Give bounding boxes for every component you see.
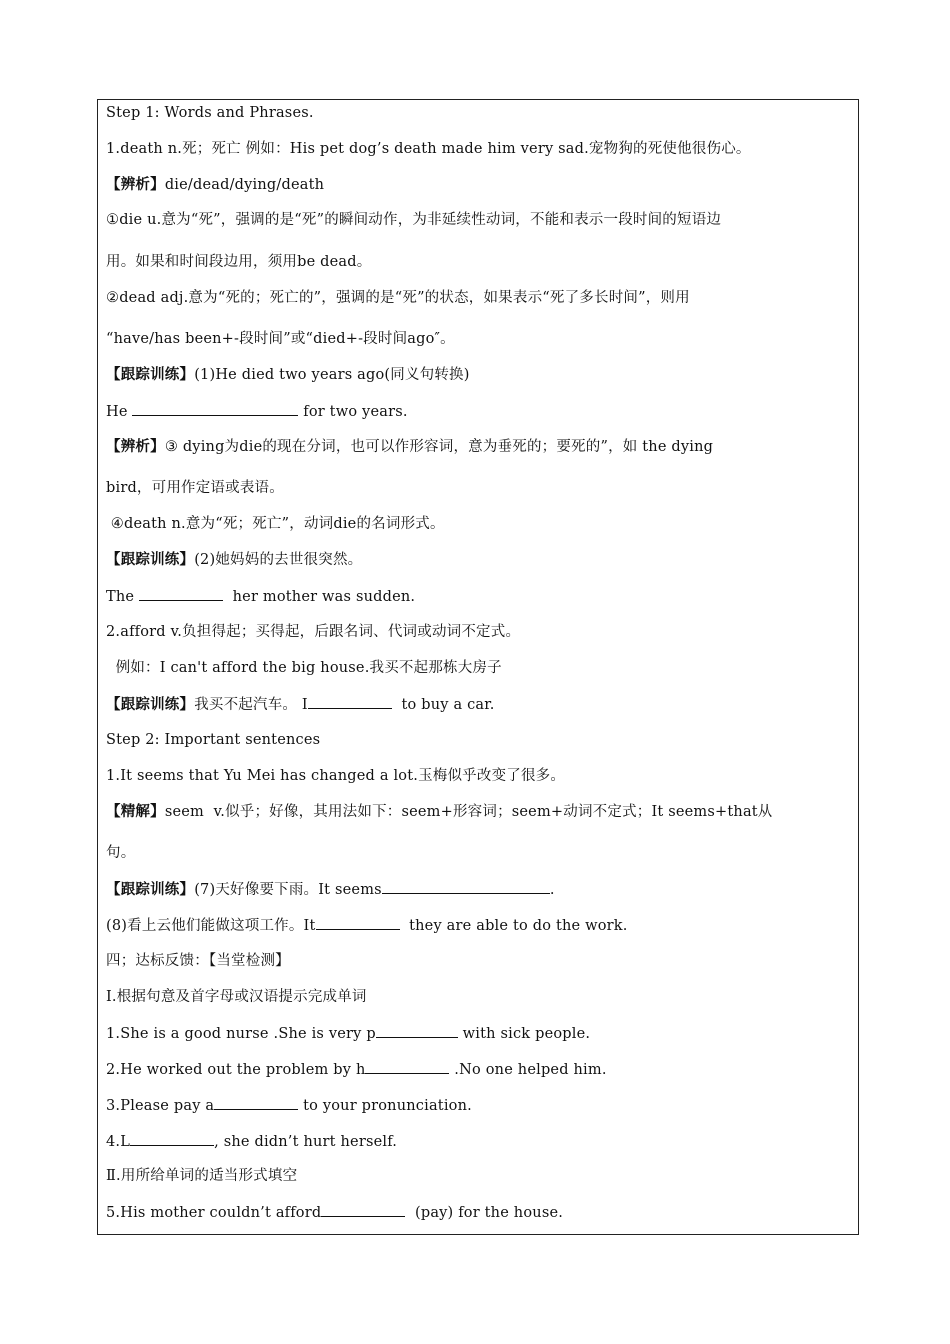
practice-tag: 【跟踪训练】 (106, 366, 195, 383)
practice-8 (106, 915, 628, 936)
section-ii-heading: Ⅱ.用所给单词的适当形式填空 (106, 1168, 298, 1184)
explanation-text: seem v.似乎；好像，其用法如下：seem+形容词；seem+动词不定式；It seems+that从 (164, 804, 773, 820)
answer-blank[interactable] (132, 401, 298, 416)
explanation-seem-cont: 句。 (106, 845, 136, 861)
sentence-seems: 1.It seems that Yu Mei has changed a lot.玉梅似乎改变了很多。 (106, 768, 566, 784)
die-explanation-cont: 用。如果和时间段边用，须用be dead。 (106, 254, 372, 270)
line-text-before: 1.She is a good nurse .She is very p (106, 1026, 376, 1042)
line-text-before: (7)天好像要下雨。It seems (194, 882, 382, 898)
answer-blank[interactable] (308, 694, 392, 709)
line-text-after: to your pronunciation. (298, 1098, 472, 1114)
practice-1-blank (106, 401, 408, 422)
line-text-after: .No one helped him. (449, 1062, 607, 1078)
line-text-after: her mother was sudden. (223, 589, 416, 605)
line-text-before: (8)看上云他们能做这项工作。It (106, 918, 316, 934)
analysis-tag: 【辨析】 (106, 176, 165, 193)
line-text-after: (pay) for the house. (405, 1205, 564, 1221)
analysis-dying-cont: bird，可用作定语或表语。 (106, 480, 284, 496)
practice-tag: 【跟踪训练】 (106, 881, 195, 898)
answer-blank[interactable] (365, 1059, 449, 1074)
answer-blank[interactable] (321, 1202, 405, 1217)
line-text-after: . (549, 882, 555, 898)
answer-blank[interactable] (139, 586, 223, 601)
line-text-before: He (106, 404, 133, 420)
section-feedback-heading: 四；达标反馈：【当堂检测】 (106, 953, 290, 969)
explanation-tag: 【精解】 (106, 803, 165, 820)
explanation-seem (106, 802, 773, 822)
line-text-before: 5.His mother couldn’t afford (106, 1205, 322, 1221)
line-text-before: 我买不起汽车。 I (194, 697, 308, 713)
line-text-after: with sick people. (457, 1026, 591, 1042)
vocab-death: 1.death n.死；死亡 例如：His pet dog’s death made him very sad.宠物狗的死使他很伤心。 (106, 141, 751, 157)
afford-example: 例如：I can't afford the big house.我买不起那栋大房子 (106, 660, 502, 676)
practice-afford (106, 694, 495, 715)
analysis-tag: 【辨析】 (106, 438, 165, 455)
line-text-after: they are able to do the work. (399, 918, 628, 934)
practice-tag: 【跟踪训练】 (106, 696, 195, 713)
exercise-4 (106, 1131, 397, 1152)
vocab-afford: 2.afford v.负担得起；买得起，后跟名词、代词或动词不定式。 (106, 624, 521, 640)
die-explanation: ①die u.意为“死”，强调的是“死”的瞬间动作，为非延续性动词，不能和表示一段时间的短语边 (106, 212, 722, 228)
line-text-after: for two years. (298, 404, 408, 420)
dead-explanation-cont: “have/has been+-段时间”或“died+-段时间ago″。 (106, 331, 455, 347)
practice-7 (106, 879, 555, 900)
answer-blank[interactable] (376, 1023, 458, 1038)
step2-heading: Step 2: Important sentences (106, 732, 321, 748)
dead-explanation: ②dead adj.意为“死的；死亡的”，强调的是“死”的状态，如果表示“死了多长时间”，则用 (106, 290, 690, 306)
practice-tag: 【跟踪训练】 (106, 551, 195, 568)
analysis-text: die/dead/dying/death (164, 177, 325, 193)
exercise-2 (106, 1059, 607, 1080)
practice-text: (1)He died two years ago(同义句转换) (194, 367, 470, 383)
analysis-text: ③ dying为die的现在分词，也可以作形容词，意为垂死的；要死的”，如 the dying (164, 439, 714, 455)
practice-2 (106, 550, 362, 570)
analysis-dying (106, 437, 713, 457)
exercise-1 (106, 1023, 590, 1044)
line-text-before: The (106, 589, 140, 605)
answer-blank[interactable] (382, 879, 550, 894)
line-text-after: , she didn’t hurt herself. (214, 1134, 398, 1150)
practice-2-blank (106, 586, 415, 607)
line-text-after: to buy a car. (391, 697, 495, 713)
step1-heading: Step 1: Words and Phrases. (106, 105, 314, 121)
exercise-5 (106, 1202, 563, 1223)
answer-blank[interactable] (214, 1095, 298, 1110)
section-i-heading: I.根据句意及首字母或汉语提示完成单词 (106, 989, 367, 1005)
practice-text: (2)她妈妈的去世很突然。 (194, 552, 363, 568)
answer-blank[interactable] (316, 915, 400, 930)
exercise-3 (106, 1095, 472, 1116)
line-text-before: 3.Please pay a (106, 1098, 215, 1114)
line-text-before: 4.L (106, 1134, 131, 1150)
practice-1 (106, 365, 470, 385)
answer-blank[interactable] (130, 1131, 214, 1146)
death-noun-note: ④death n.意为“死；死亡”，动词die的名词形式。 (106, 516, 445, 532)
line-text-before: 2.He worked out the problem by h (106, 1062, 366, 1078)
analysis-die-forms (106, 175, 324, 195)
